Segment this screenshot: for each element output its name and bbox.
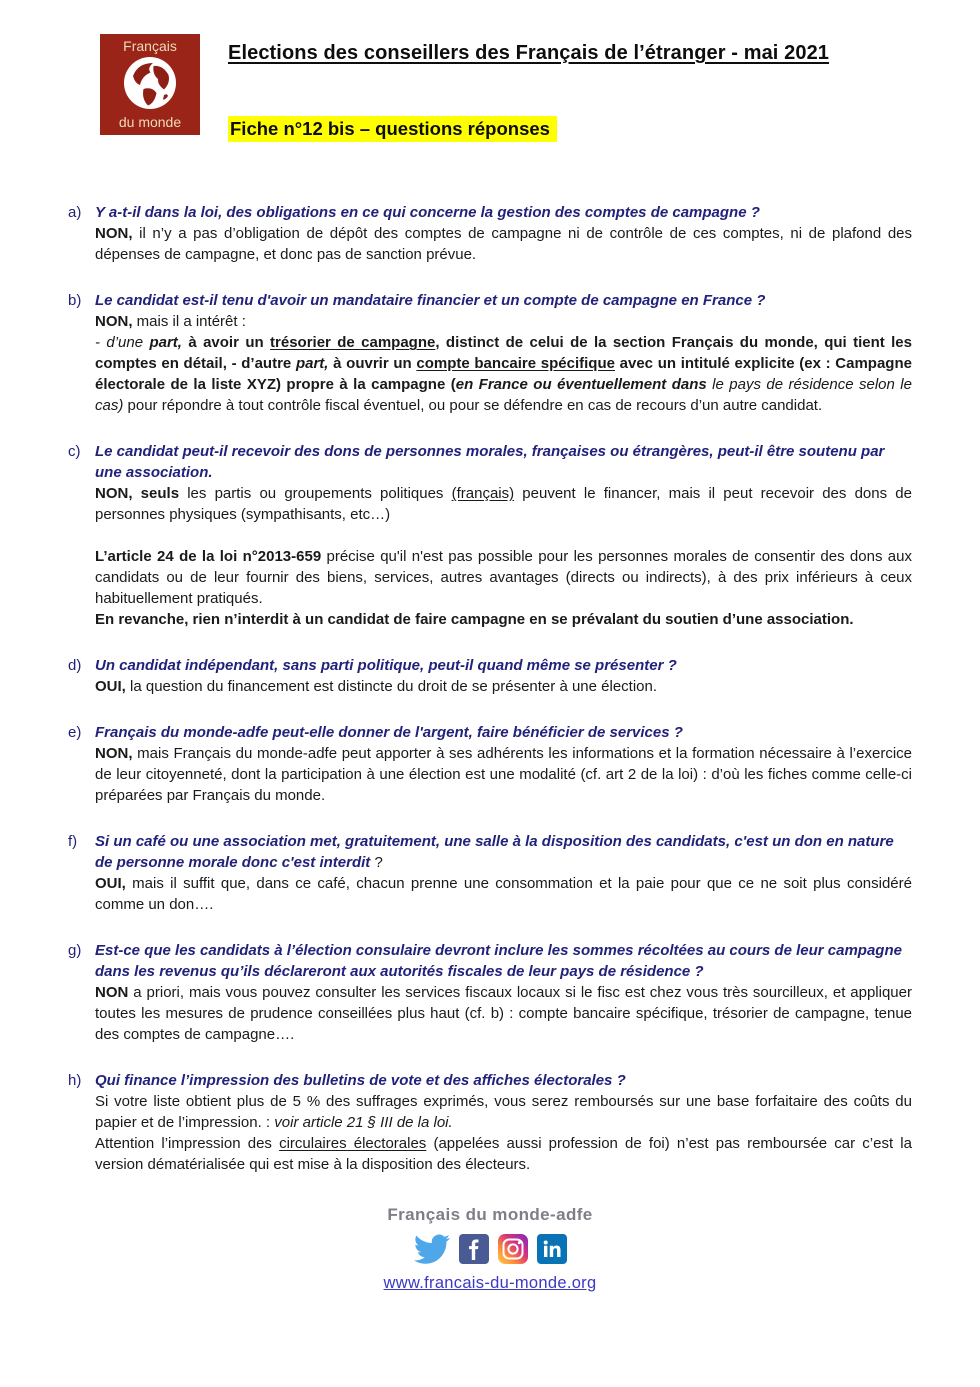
qa-item-label: e) xyxy=(68,724,82,742)
qa-answer-paragraph xyxy=(95,1091,917,1133)
text-run: la question du financement est distincte du droit de se présenter à une élection. xyxy=(125,678,658,696)
qa-answer-paragraph xyxy=(95,609,912,630)
qa-answer-paragraph xyxy=(95,743,917,806)
text-run: L’article 24 de la loi n°2013-659 xyxy=(95,548,322,566)
facebook-icon[interactable] xyxy=(459,1234,489,1264)
text-run: part, xyxy=(295,355,329,373)
text-run: OUI, xyxy=(95,678,126,696)
qa-item xyxy=(68,655,912,697)
text-run: en France ou éventuellement dans xyxy=(455,376,713,394)
page-subtitle: Fiche n°12 bis – questions réponses xyxy=(228,116,557,142)
text-run: à ouvrir un xyxy=(328,355,417,373)
text-run: Le candidat peut-il recevoir des dons de personnes morales, françaises ou étrangères, peut-il être soutenu par une association. xyxy=(95,443,889,482)
qa-item xyxy=(68,940,917,1045)
qa-item-label: d) xyxy=(68,657,82,675)
text-run: NON, xyxy=(95,313,133,331)
globe-icon xyxy=(122,55,178,113)
qa-question xyxy=(95,1070,912,1091)
qa-answer-paragraph xyxy=(95,982,917,1045)
text-run: avec un intitulé explicite (ex : Campagne électorale de la liste XYZ) propre à la campagne ( xyxy=(95,355,917,394)
text-run: les partis ou groupements politiques xyxy=(179,485,452,503)
text-run: à avoir un xyxy=(181,334,271,352)
qa-answer-paragraph xyxy=(95,676,912,697)
logo-text-bottom: du monde xyxy=(118,114,182,130)
header-titles xyxy=(228,34,829,142)
text-run: part, xyxy=(149,334,182,352)
text-run: il n’y a pas d’obligation de dépôt des comptes de campagne ni de contrôle de ces comptes, ni de plafond des dépenses de campagne, et donc pas de sanction prévue. xyxy=(95,225,917,264)
qa-answer-paragraph xyxy=(95,311,912,332)
text-run: mais Français du monde-adfe peut apporter à ses adhérents les informations et la formation nécessaire à l’exercice de leur citoyenneté, dont la participation à une élection est une modalité (cf. art 2 de la loi) : d’où les fiches comme celle-ci préparées par Français du monde. xyxy=(95,745,917,805)
qa-answer-paragraph xyxy=(95,332,917,416)
text-run: (appelées aussi profession de foi) n’est pas remboursée car c’est la version dématérialisée qui est mise à la disposition des électeurs. xyxy=(95,1135,917,1174)
text-run: voir article 21 § III de la loi. xyxy=(274,1114,453,1132)
text-run: Qui finance l’impression des bulletins de vote et des affiches électorales ? xyxy=(95,1072,626,1090)
footer-org-name: Français du monde-adfe xyxy=(387,1205,593,1225)
page-title: Elections des conseillers des Français de l’étranger - mai 2021 xyxy=(228,42,830,64)
qa-item xyxy=(68,202,917,265)
text-run: Y a-t-il dans la loi, des obligations en ce qui concerne la gestion des comptes de campagne ? xyxy=(95,204,760,222)
text-run: trésorier de campagne xyxy=(270,334,436,352)
text-run: a priori, mais vous pouvez consulter les services fiscaux locaux si le fisc est chez vous très sourcilleux, et appliquer toutes les mesures de prudence conseillées plus haut (cf. b) : compte bancaire spécifique, trésorier de campagne, tenue des comptes de campagne…. xyxy=(95,984,917,1044)
instagram-icon[interactable] xyxy=(498,1234,528,1264)
qa-item xyxy=(68,441,917,630)
text-run: - d’une xyxy=(95,334,150,352)
qa-item-label: h) xyxy=(68,1072,82,1090)
qa-item-label: c) xyxy=(68,443,81,461)
text-run: (français) xyxy=(451,485,515,503)
qa-item-label: a) xyxy=(68,204,82,222)
qa-answer-paragraph xyxy=(95,483,917,525)
text-run: ? xyxy=(370,854,383,872)
text-run: pour répondre à tout contrôle fiscal éventuel, ou pour se défendre en cas de recours d’un autre candidat. xyxy=(123,397,823,415)
text-run: NON, xyxy=(95,225,133,243)
qa-list xyxy=(68,202,917,1175)
qa-answer-paragraph xyxy=(95,223,917,265)
text-run: NON, seuls xyxy=(95,485,180,503)
text-run: , distinct de celui de la section Français du monde, qui tient les comptes en détail, - d’autre xyxy=(95,334,917,373)
linkedin-icon[interactable] xyxy=(537,1234,567,1264)
qa-answer-paragraph xyxy=(95,546,917,609)
qa-item xyxy=(68,290,917,416)
document-header xyxy=(68,34,912,142)
qa-question xyxy=(95,202,912,223)
org-logo xyxy=(100,34,200,135)
text-run: Est-ce que les candidats à l’élection consulaire devront inclure les sommes récoltées au cours de leur campagne dans les revenus qu’ils déclareront aux autorités fiscales de leur pays de résidence ? xyxy=(95,942,907,981)
text-run: compte bancaire spécifique xyxy=(416,355,615,373)
qa-question xyxy=(95,441,912,483)
qa-item xyxy=(68,1070,917,1175)
qa-item-label: f) xyxy=(68,833,78,851)
text-run: mais il a intérêt : xyxy=(132,313,246,331)
text-run: Le candidat est-il tenu d'avoir un mandataire financier et un compte de campagne en France ? xyxy=(95,292,766,310)
qa-answer-paragraph xyxy=(95,873,917,915)
qa-question xyxy=(95,831,912,873)
qa-answer-paragraph xyxy=(95,1133,917,1175)
text-run: le pays de résidence selon le cas) xyxy=(95,376,917,415)
logo-text-top: Français xyxy=(123,38,177,54)
text-run: Si un café ou une association met, gratuitement, une salle à la disposition des candidats, c'est un don en nature de personne morale donc c'est interdit xyxy=(95,833,898,872)
text-run: précise qu'il n'est pas possible pour les personnes morales de consentir des dons aux candidats ou de leur fournir des biens, services, autres avantages (directs ou indirects), à des prix inférieurs à ceux habituellement pratiqués. xyxy=(95,548,917,608)
document-footer xyxy=(68,1205,912,1293)
qa-item xyxy=(68,831,917,915)
text-run: Attention l’impression des xyxy=(95,1135,280,1153)
text-run: OUI, xyxy=(95,875,126,893)
qa-item-label: b) xyxy=(68,292,82,310)
text-run: mais il suffit que, dans ce café, chacun prenne une consommation et la paie pour que ce ne soit plus considéré comme un don…. xyxy=(95,875,917,914)
website-link[interactable]: www.francais-du-monde.org xyxy=(383,1274,597,1293)
text-run: NON, xyxy=(95,745,133,763)
text-run: Si votre liste obtient plus de 5 % des suffrages exprimés, vous serez remboursés sur une base forfaitaire des coûts du papier et de l’impression. : xyxy=(95,1093,917,1132)
qa-question xyxy=(95,722,912,743)
text-run: NON xyxy=(95,984,129,1002)
text-run: circulaires électorales xyxy=(279,1135,427,1153)
text-run: peuvent le financer, mais il peut recevoir des dons de personnes physiques (sympathisants, etc…) xyxy=(95,485,917,524)
qa-item-label: g) xyxy=(68,942,82,960)
qa-question xyxy=(95,290,912,311)
twitter-icon[interactable] xyxy=(414,1234,450,1264)
qa-question xyxy=(95,655,912,676)
social-icons xyxy=(68,1233,912,1265)
text-run: En revanche, rien n’interdit à un candidat de faire campagne en se prévalant du soutien d’une association. xyxy=(95,611,854,629)
qa-item xyxy=(68,722,917,806)
text-run: Un candidat indépendant, sans parti politique, peut-il quand même se présenter ? xyxy=(95,657,677,675)
text-run: Français du monde-adfe peut-elle donner de l'argent, faire bénéficier de services ? xyxy=(95,724,683,742)
qa-question xyxy=(95,940,912,982)
